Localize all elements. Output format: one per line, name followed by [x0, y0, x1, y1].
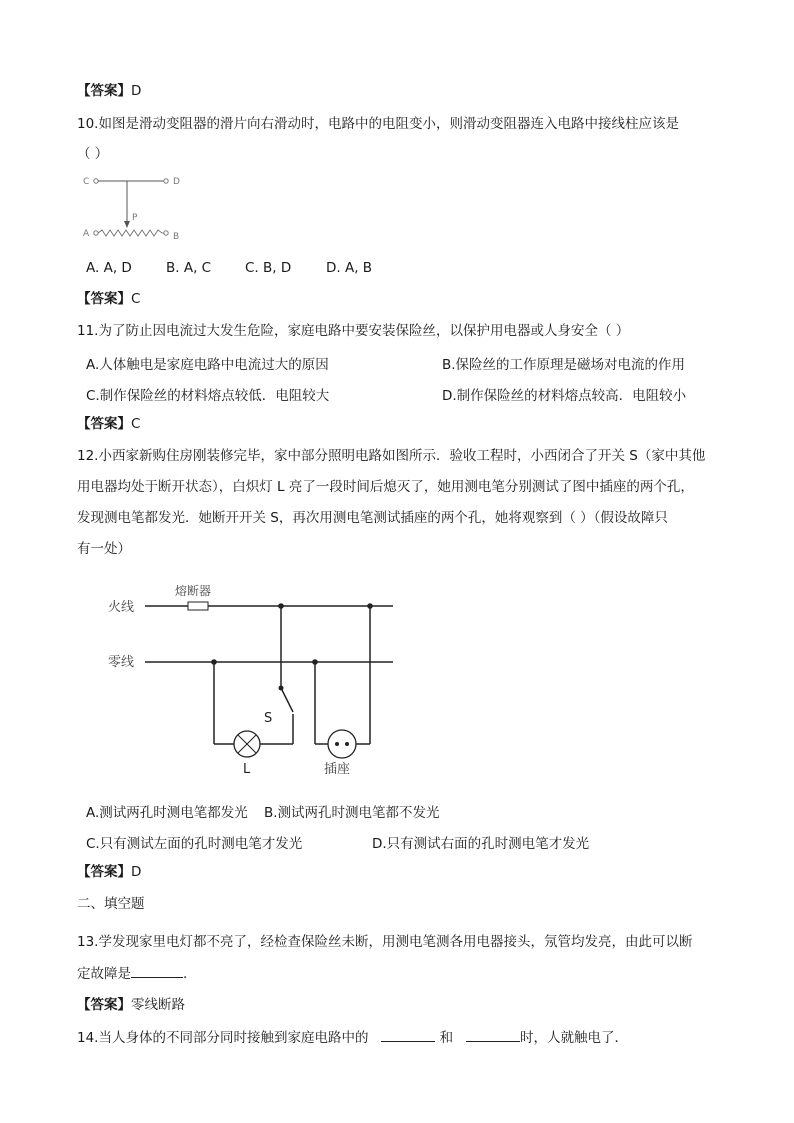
fuse-icon	[188, 602, 208, 610]
q14-blank-1[interactable]	[381, 1028, 435, 1042]
lamp-icon	[234, 731, 260, 757]
q14-stem: 14.当人身体的不同部分同时接触到家庭电路中的 和 时，人就触电了．	[77, 1030, 629, 1046]
q9-answer: 【答案】D	[77, 83, 142, 99]
q13-answer: 【答案】零线断路	[77, 997, 185, 1013]
q10-rheostat-figure	[80, 170, 190, 246]
q12-option-b[interactable]: B.测试两孔时测电笔都不发光	[264, 805, 440, 821]
q11-answer: 【答案】C	[77, 416, 141, 432]
q10-answer: 【答案】C	[77, 291, 141, 307]
q12-circuit-figure	[100, 578, 400, 778]
q10-label-b: B	[173, 232, 180, 242]
q12-answer: 【答案】D	[77, 864, 142, 880]
switch-label: S	[264, 711, 273, 726]
q12-stem-line-4: 有一处）	[77, 541, 131, 557]
q10-stem: 10.如图是滑动变阻器的滑片向右滑动时，电路中的电阻变小，则滑动变阻器连入电路中接线柱应该是	[77, 116, 679, 132]
neutral-wire-label: 零线	[108, 655, 135, 670]
q10-label-p: P	[132, 213, 138, 223]
q10-paren: （ ）	[77, 146, 109, 162]
socket-label: 插座	[324, 762, 351, 777]
fuse-label: 熔断器	[175, 584, 212, 598]
q11-option-a[interactable]: A.人体触电是家庭电路中电流过大的原因	[86, 357, 329, 373]
q12-option-a[interactable]: A.测试两孔时测电笔都发光	[86, 805, 248, 821]
q13-blank[interactable]	[131, 964, 183, 978]
q12-option-d[interactable]: D.只有测试右面的孔时测电笔才发光	[372, 836, 590, 852]
q11-option-b[interactable]: B.保险丝的工作原理是磁场对电流的作用	[442, 357, 686, 373]
q10-option-b[interactable]: B. A, C	[166, 260, 212, 276]
q12-option-c[interactable]: C.只有测试左面的孔时测电笔才发光	[86, 836, 303, 852]
q10-label-d: D	[173, 177, 180, 187]
q12-stem-line-2: 用电器均处于断开状态），白炽灯 L 亮了一段时间后熄灭了，她用测电笔分别测试了图中插座的两个孔，	[77, 479, 694, 495]
q11-stem: 11.为了防止因电流过大发生危险，家庭电路中要安装保险丝，以保护用电器或人身安全（ ）	[77, 323, 630, 339]
section-heading-fill-in: 二、填空题	[77, 896, 145, 912]
q13-stem-line-2: 定故障是 .	[77, 966, 188, 982]
q10-label-a: A	[83, 229, 90, 239]
q10-option-c[interactable]: C. B, D	[245, 260, 292, 276]
q13-stem-line-1: 13.学发现家里电灯都不亮了，经检查保险丝未断，用测电笔测各用电器接头，氖管均发亮，由此可以断	[77, 934, 693, 950]
q14-blank-2[interactable]	[466, 1028, 520, 1042]
q10-option-a[interactable]: A. A, D	[86, 260, 132, 276]
q12-stem-line-3: 发现测电笔都发光．她断开开关 S，再次用测电笔测试插座的两个孔，她将观察到（ ）（假设故障只	[77, 510, 668, 526]
q10-option-d[interactable]: D. A, B	[326, 260, 373, 276]
q12-stem-line-1: 12.小西家新购住房刚装修完毕，家中部分照明电路如图所示．验收工程时，小西闭合了开关 S（家中其他	[77, 448, 706, 464]
q10-label-c: C	[83, 177, 90, 187]
socket-icon	[328, 730, 356, 758]
lamp-label: L	[243, 762, 251, 777]
live-wire-label: 火线	[108, 600, 135, 615]
q11-option-c[interactable]: C.制作保险丝的材料熔点较低．电阻较大	[86, 388, 330, 404]
q11-option-d[interactable]: D.制作保险丝的材料熔点较高．电阻较小	[442, 388, 687, 404]
